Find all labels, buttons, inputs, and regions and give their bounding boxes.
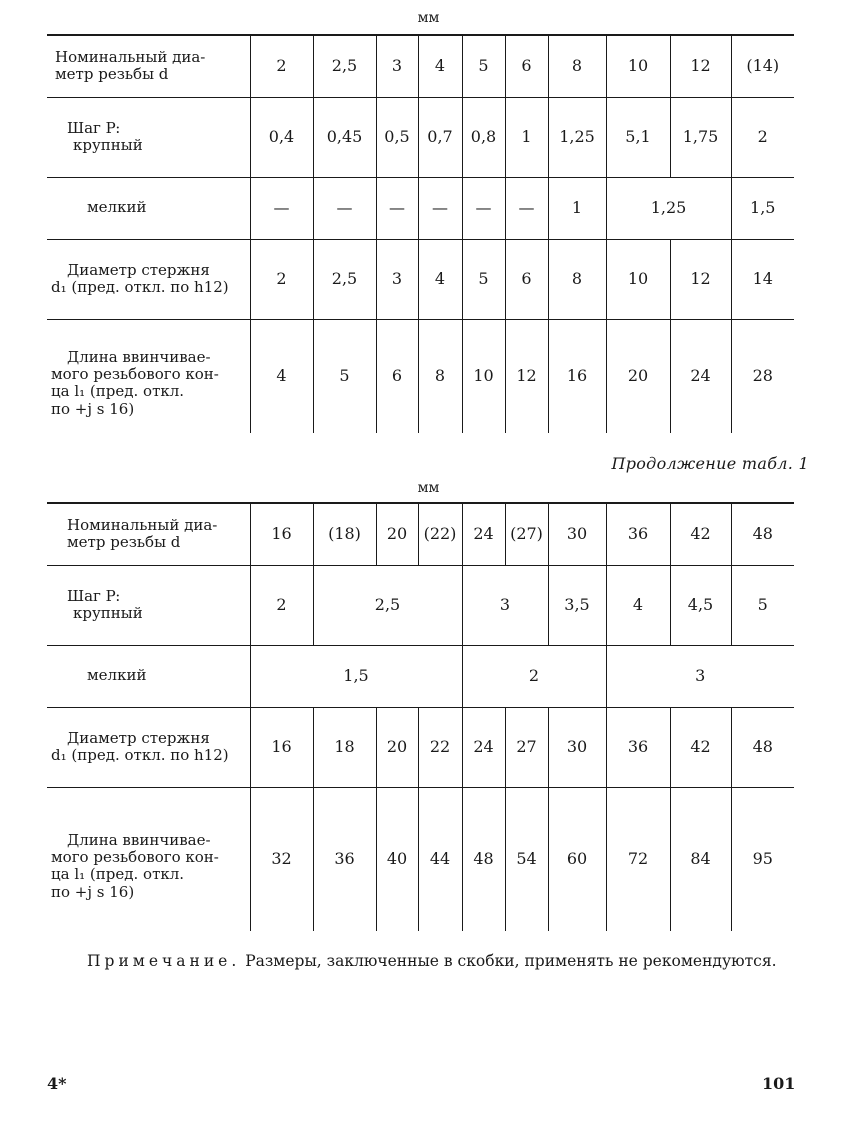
- cell: 0,45: [313, 97, 376, 177]
- cell: 24: [670, 319, 731, 433]
- cell: 20: [376, 707, 418, 787]
- cell: 10: [606, 35, 670, 97]
- cell: 8: [418, 319, 462, 433]
- footnote: [47, 952, 797, 971]
- label-line: крупный: [73, 136, 143, 154]
- table-2: [47, 502, 794, 931]
- row-diameter: [47, 503, 794, 565]
- label-line: мелкий: [87, 666, 147, 685]
- row-fine-pitch: [47, 645, 794, 707]
- cell: 10: [606, 239, 670, 319]
- cell: 28: [731, 319, 794, 433]
- row-fine-pitch: [47, 177, 794, 239]
- label-line: ца l₁ (пред. откл.: [51, 865, 185, 884]
- cell: 8: [548, 35, 606, 97]
- cell: 0,4: [250, 97, 313, 177]
- cell: 8: [548, 239, 606, 319]
- cell: 1: [505, 97, 548, 177]
- cell: 3: [376, 239, 418, 319]
- cell: 24: [462, 503, 505, 565]
- table-1: [47, 34, 794, 433]
- row-rod-diameter: [47, 707, 794, 787]
- label-line: мого резьбового кон-: [51, 848, 219, 866]
- table2-unit: мм: [417, 480, 440, 496]
- cell: 1,5: [731, 177, 794, 239]
- cell: 12: [670, 35, 731, 97]
- cell: 2: [462, 645, 606, 707]
- cell: 2: [731, 97, 794, 177]
- continuation-caption: Продолжение табл. 1: [611, 454, 809, 473]
- label-line: мелкий: [87, 198, 147, 217]
- cell: 36: [606, 503, 670, 565]
- note-text: Размеры, заключенные в скобки, применять не рекомендуются.: [245, 952, 777, 970]
- cell: 6: [376, 319, 418, 433]
- label-line: Диаметр стержня: [67, 260, 210, 279]
- cell: 27: [505, 707, 548, 787]
- cell: 5: [462, 239, 505, 319]
- label-line: ца l₁ (пред. откл.: [51, 382, 185, 401]
- cell: 48: [731, 707, 794, 787]
- cell: 6: [505, 239, 548, 319]
- label-line: Номинальный диа-: [55, 48, 206, 66]
- cell: 1: [548, 177, 606, 239]
- cell: —: [250, 177, 313, 239]
- note-label: Примечание.: [87, 952, 241, 970]
- label-line: d₁ (пред. откл. по h12): [51, 746, 229, 764]
- page-number: 101: [762, 1074, 796, 1093]
- cell: (22): [418, 503, 462, 565]
- cell: 54: [505, 787, 548, 931]
- label-line: по +j s 16): [51, 882, 135, 901]
- cell: —: [418, 177, 462, 239]
- cell: 30: [548, 707, 606, 787]
- cell: 0,8: [462, 97, 505, 177]
- cell: 4: [606, 565, 670, 645]
- label-line: метр резьбы d: [67, 533, 181, 552]
- cell: 2,5: [313, 239, 376, 319]
- row-label-fine: [47, 177, 250, 239]
- cell: 5: [731, 565, 794, 645]
- row-coarse-pitch: [47, 565, 794, 645]
- cell: 18: [313, 707, 376, 787]
- row-diameter: [47, 35, 794, 97]
- cell: 4: [418, 35, 462, 97]
- cell: 24: [462, 707, 505, 787]
- cell: 60: [548, 787, 606, 931]
- label-line: d₁ (пред. откл. по h12): [51, 278, 229, 296]
- cell: 16: [250, 503, 313, 565]
- label-line: Шаг P:: [67, 586, 121, 605]
- cell: 16: [250, 707, 313, 787]
- cell: 3: [606, 645, 794, 707]
- label-line: мого резьбового кон-: [51, 365, 219, 383]
- cell: 42: [670, 707, 731, 787]
- label-line: Диаметр стержня: [67, 728, 210, 747]
- cell: 14: [731, 239, 794, 319]
- cell: 5,1: [606, 97, 670, 177]
- cell: 36: [313, 787, 376, 931]
- cell: 6: [505, 35, 548, 97]
- row-label-diameter: [47, 503, 250, 565]
- row-length: [47, 787, 794, 931]
- cell: 30: [548, 503, 606, 565]
- cell: 4: [418, 239, 462, 319]
- row-label-length: [47, 787, 250, 931]
- cell: 3,5: [548, 565, 606, 645]
- row-coarse-pitch: [47, 97, 794, 177]
- cell: 2,5: [313, 35, 376, 97]
- label-line: Длина ввинчивае-: [67, 347, 211, 366]
- cell: 1,25: [606, 177, 731, 239]
- cell: (18): [313, 503, 376, 565]
- cell: 40: [376, 787, 418, 931]
- cell: 44: [418, 787, 462, 931]
- signature-mark: 4*: [47, 1074, 67, 1093]
- label-line: крупный: [73, 604, 143, 622]
- cell: 1,75: [670, 97, 731, 177]
- cell: 36: [606, 707, 670, 787]
- cell: 95: [731, 787, 794, 931]
- cell: —: [462, 177, 505, 239]
- cell: 84: [670, 787, 731, 931]
- table1-unit: мм: [417, 10, 440, 26]
- row-label-rod: [47, 707, 250, 787]
- cell: 72: [606, 787, 670, 931]
- row-label-pitch: [47, 97, 250, 177]
- row-label-rod: [47, 239, 250, 319]
- cell: 2: [250, 565, 313, 645]
- cell: 16: [548, 319, 606, 433]
- row-label-fine: [47, 645, 250, 707]
- cell: 20: [606, 319, 670, 433]
- cell: 20: [376, 503, 418, 565]
- cell: 3: [462, 565, 548, 645]
- label-line: Шаг P:: [67, 118, 121, 137]
- cell: 48: [462, 787, 505, 931]
- label-line: метр резьбы d: [55, 65, 169, 84]
- cell: 0,5: [376, 97, 418, 177]
- cell: 2: [250, 35, 313, 97]
- cell: 42: [670, 503, 731, 565]
- cell: 5: [462, 35, 505, 97]
- cell: 1,25: [548, 97, 606, 177]
- cell: 12: [505, 319, 548, 433]
- cell: (14): [731, 35, 794, 97]
- cell: —: [505, 177, 548, 239]
- row-rod-diameter: [47, 239, 794, 319]
- cell: 48: [731, 503, 794, 565]
- cell: 2: [250, 239, 313, 319]
- cell: 1,5: [250, 645, 462, 707]
- cell: 2,5: [313, 565, 462, 645]
- row-label-pitch: [47, 565, 250, 645]
- cell: 12: [670, 239, 731, 319]
- row-length: [47, 319, 794, 433]
- cell: 4: [250, 319, 313, 433]
- cell: —: [313, 177, 376, 239]
- cell: 22: [418, 707, 462, 787]
- cell: 5: [313, 319, 376, 433]
- cell: 3: [376, 35, 418, 97]
- cell: 4,5: [670, 565, 731, 645]
- cell: 32: [250, 787, 313, 931]
- cell: 0,7: [418, 97, 462, 177]
- label-line: Номинальный диа-: [67, 516, 218, 534]
- cell: —: [376, 177, 418, 239]
- label-line: по +j s 16): [51, 399, 135, 418]
- label-line: Длина ввинчивае-: [67, 830, 211, 849]
- row-label-length: [47, 319, 250, 433]
- cell: (27): [505, 503, 548, 565]
- cell: 10: [462, 319, 505, 433]
- row-label-diameter: [47, 35, 250, 97]
